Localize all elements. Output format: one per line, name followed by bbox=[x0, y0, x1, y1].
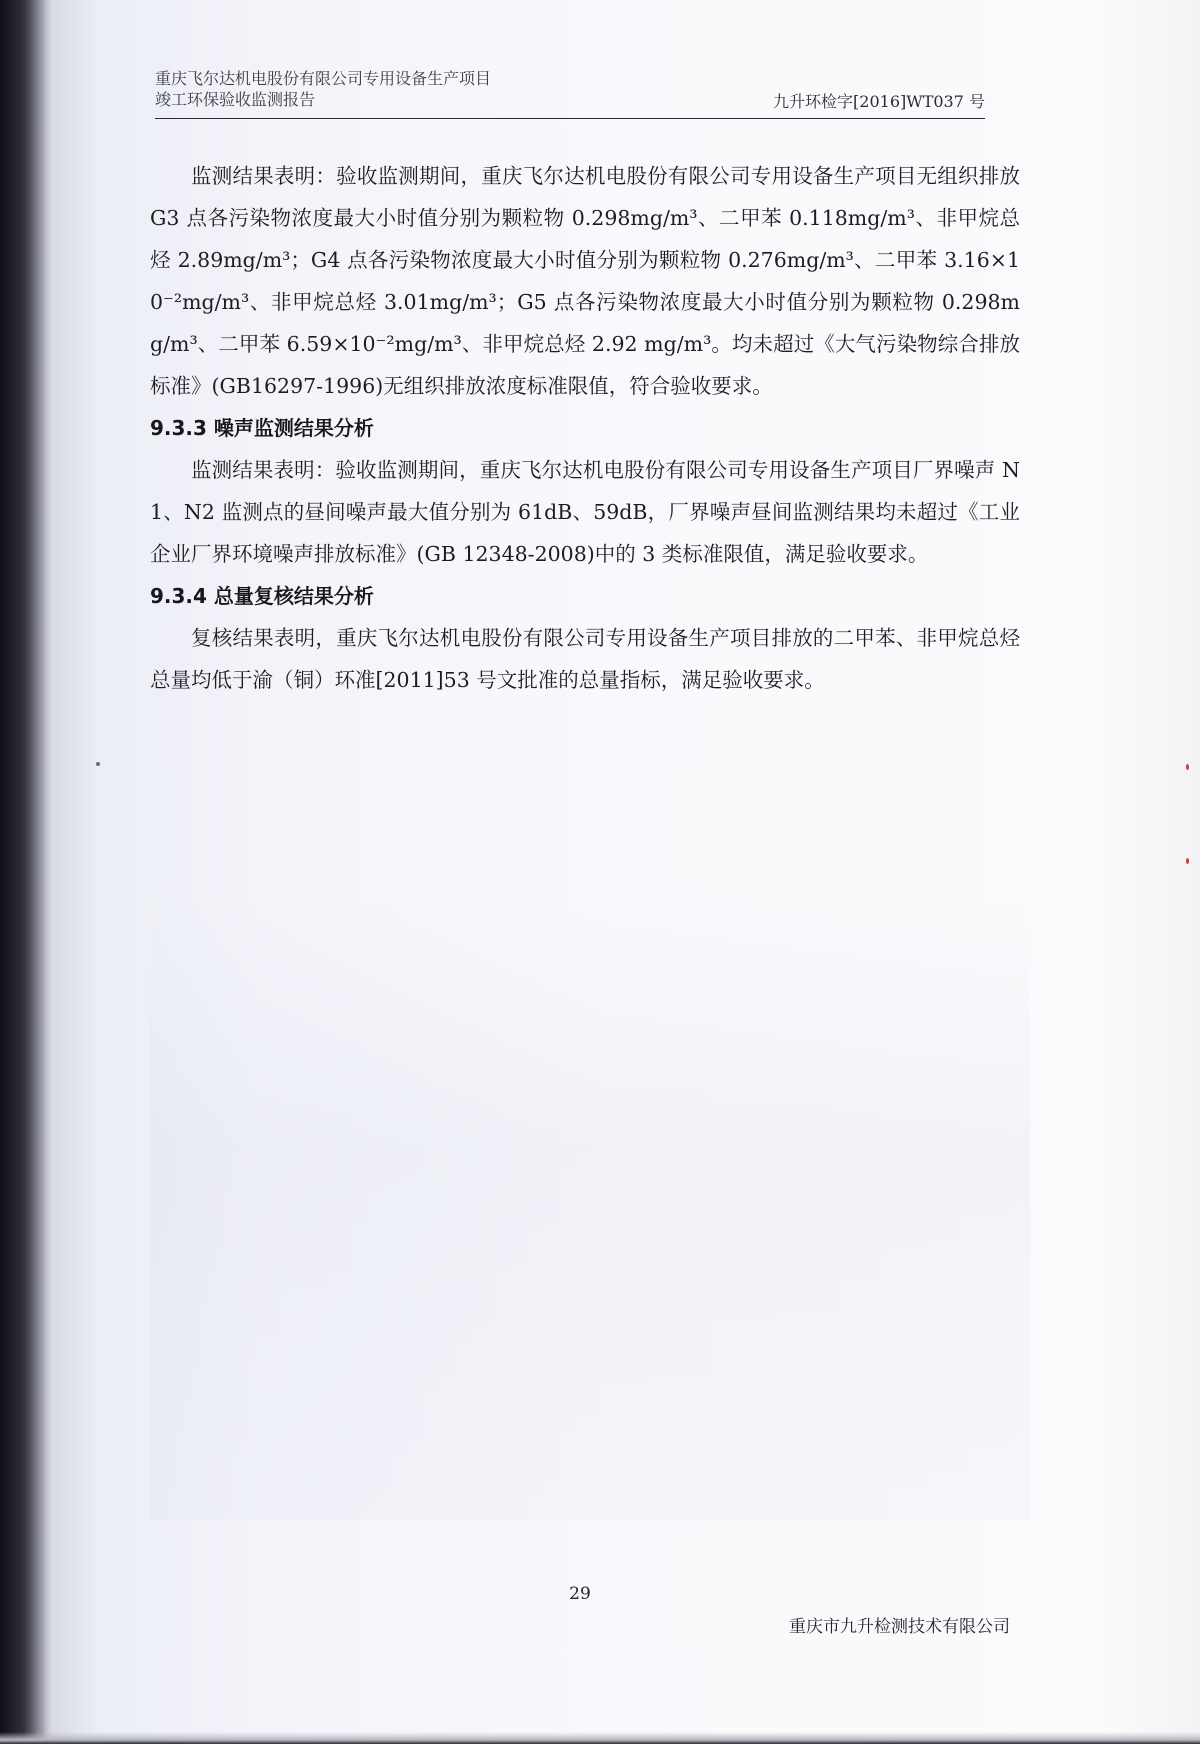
report-body bbox=[150, 155, 1020, 701]
header-report-title bbox=[155, 68, 491, 110]
bleed-through-shadow bbox=[150, 900, 1030, 1520]
header-report-type: 竣工环保验收监测报告 bbox=[155, 90, 316, 109]
footer-company-name: 重庆市九升检测技术有限公司 bbox=[789, 1617, 1010, 1637]
page-header bbox=[155, 66, 985, 119]
paragraph-air-results: 监测结果表明：验收监测期间，重庆飞尔达机电股份有限公司专用设备生产项目无组织排放 G3 点各污染物浓度最大小时值分别为颗粒物 0.298mg/m³、二甲苯 0.118mg/m³、非甲烷总烃 2.89mg/m³；G4 点各污染物浓度最大小时值分别为颗粒物 0.276mg/m³、二甲苯 3.16×10⁻²mg/m³、非甲烷总烃 3.01mg/m³；G5 点各污染物浓度最大小时值分别为颗粒物 0.298mg/m³、二甲苯 6.59×10⁻²mg/m³、非甲烷总烃 2.92 mg/m³。均未超过《大气污染物综合排放标准》(GB16297-1996)无组织排放浓度标准限值，符合验收要求。 bbox=[150, 164, 1020, 398]
page-number: 29 bbox=[569, 1584, 591, 1604]
header-report-number: 九升环检字[2016]WT037 号 bbox=[773, 92, 985, 111]
scan-speck bbox=[96, 762, 100, 766]
scan-speck bbox=[1186, 764, 1189, 770]
paragraph-noise-results: 监测结果表明：验收监测期间，重庆飞尔达机电股份有限公司专用设备生产项目厂界噪声 N1、N2 监测点的昼间噪声最大值分别为 61dB、59dB，厂界噪声昼间监测结果均未超过《工业企业厂界环境噪声排放标准》(GB 12348-2008)中的 3 类标准限值，满足验收要求。 bbox=[150, 458, 1020, 566]
header-project-name: 重庆飞尔达机电股份有限公司专用设备生产项目 bbox=[155, 69, 492, 88]
section-heading-total-amount: 9.3.4 总量复核结果分析 bbox=[150, 584, 374, 608]
scan-bottom-edge bbox=[0, 1732, 1200, 1744]
scan-speck bbox=[1186, 858, 1189, 864]
paragraph-total-amount-results: 复核结果表明，重庆飞尔达机电股份有限公司专用设备生产项目排放的二甲苯、非甲烷总烃总量均低于渝（铜）环准[2011]53 号文批准的总量指标，满足验收要求。 bbox=[150, 626, 1020, 692]
section-heading-noise: 9.3.3 噪声监测结果分析 bbox=[150, 416, 374, 440]
binding-shadow bbox=[0, 0, 46, 1744]
